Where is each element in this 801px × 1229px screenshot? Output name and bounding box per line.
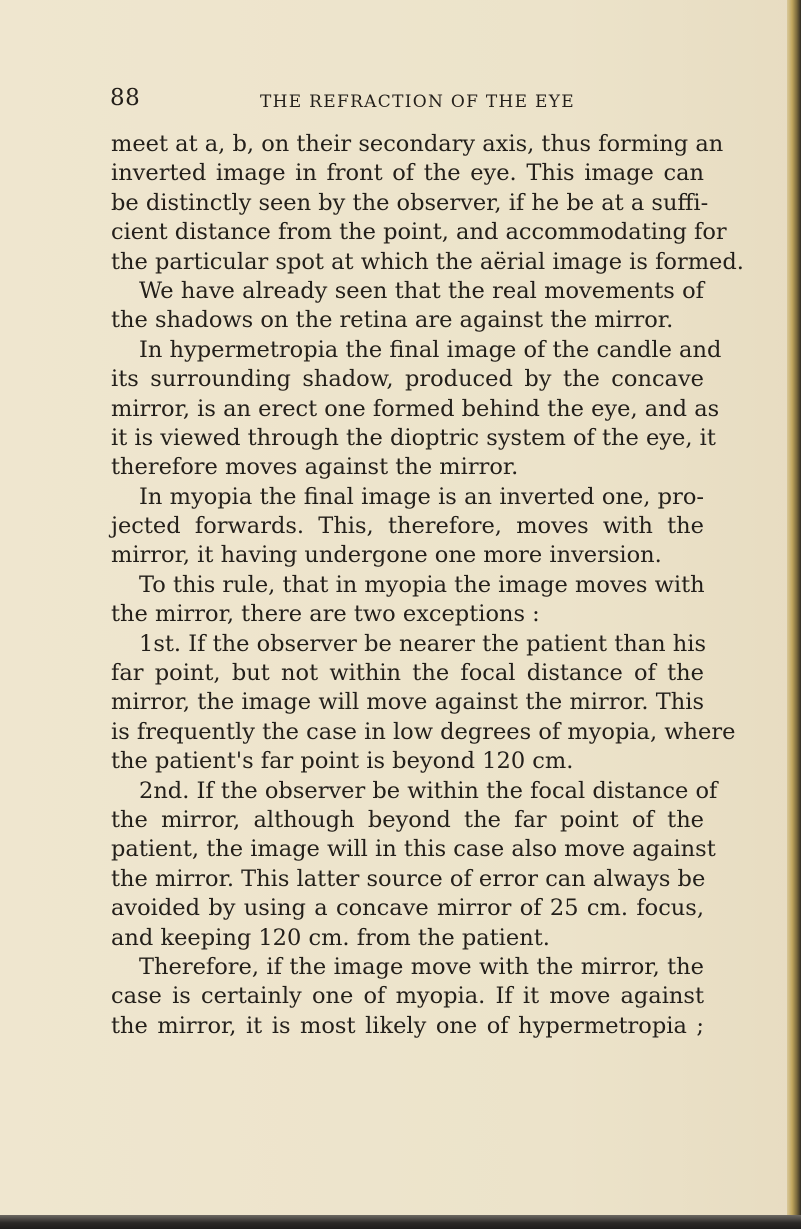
text-line: the mirror, it is most likely one of hypermetropia ; [111,1012,704,1039]
text-line: inverted image in front of the eye. This image can [111,160,704,187]
text-line: its surrounding shadow, produced by the concave [111,366,704,393]
text-line: and keeping 120 cm. from the patient. [111,924,550,951]
text-line: jected forwards. This, therefore, moves with the [111,513,704,540]
text-line: mirror, is an erect one formed behind the eye, and as [111,395,720,422]
body-text [111,130,744,1041]
text-line: In hypermetropia the final image of the candle and [139,336,722,363]
text-line: it is viewed through the dioptric system of the eye, it [111,424,716,451]
page-bottom-shadow [0,1215,801,1229]
text-line: the mirror, there are two exceptions : [111,601,540,628]
text-line: meet at a, b, on their secondary axis, thus forming an [111,131,724,157]
text-line: the mirror, although beyond the far point of the [111,806,704,833]
text-line: the particular spot at which the aërial image is formed. [111,248,744,275]
text-line: cient distance from the point, and accommodating for [111,219,727,246]
text-line: be distinctly seen by the observer, if he be at a suffi- [111,189,709,216]
running-head: THE REFRACTION OF THE EYE [260,92,575,112]
text-line: the shadows on the retina are against the mirror. [111,307,674,334]
text-line: 2nd. If the observer be within the focal distance of [139,777,718,804]
text-line: We have already seen that the real movements of [139,277,704,304]
text-line: mirror, it having undergone one more inversion. [111,542,662,569]
text-line: mirror, the image will move against the mirror. This [111,689,704,716]
text-line: is frequently the case in low degrees of myopia, where [111,718,736,745]
text-line: case is certainly one of myopia. If it move against [111,983,704,1010]
page-edge-shadow [787,0,801,1229]
text-line: In myopia the final image is an inverted one, pro- [139,483,704,510]
page-number: 88 [110,85,141,111]
text-line: patient, the image will in this case also move against [111,836,716,863]
text-line: the patient's far point is beyond 120 cm. [111,748,574,775]
text-line: Therefore, if the image move with the mirror, the [139,953,704,980]
text-line: To this rule, that in myopia the image moves with [139,571,705,598]
text-line: far point, but not within the focal distance of the [111,660,704,687]
text-line: the mirror. This latter source of error can always be [111,865,706,892]
text-line: avoided by using a concave mirror of 25 cm. focus, [111,895,704,922]
text-line: 1st. If the observer be nearer the patient than his [139,630,707,657]
text-line: therefore moves against the mirror. [111,454,519,481]
